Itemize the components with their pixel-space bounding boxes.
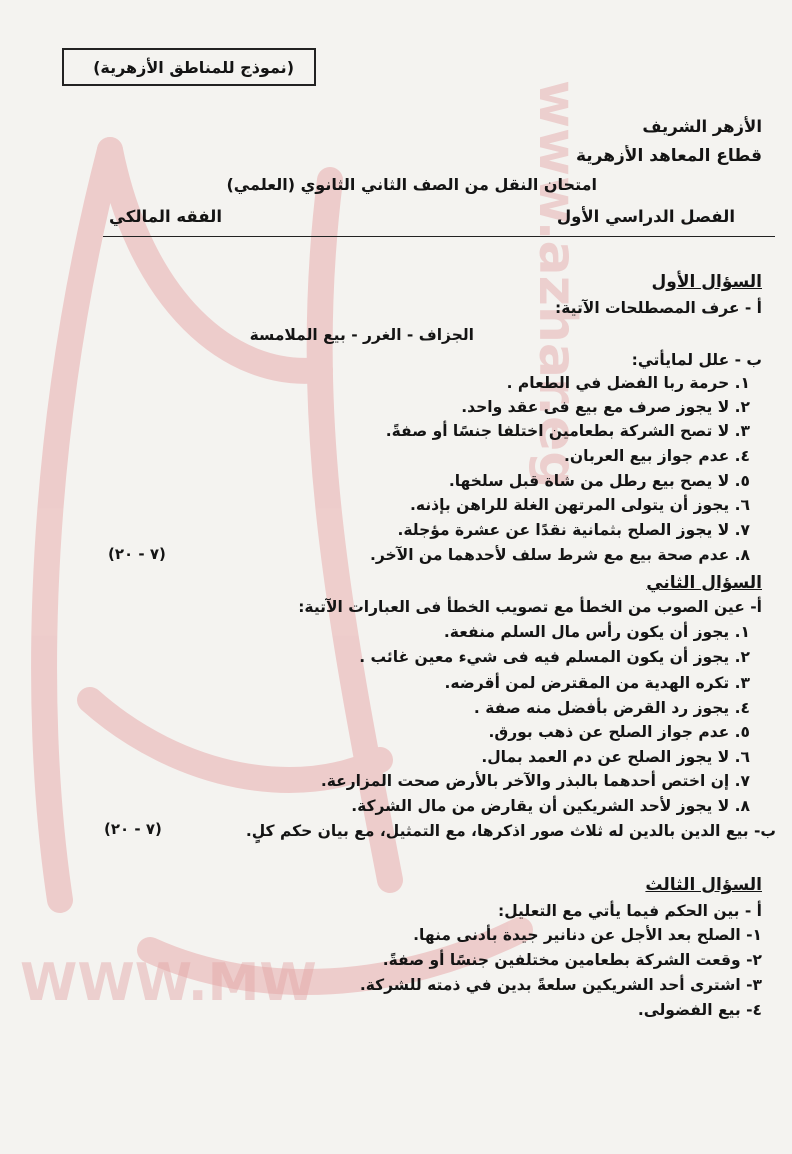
institution-name: الأزهر الشريف xyxy=(642,117,762,136)
model-box-label: (نموذج للمناطق الأزهرية) xyxy=(93,58,294,77)
q1-item: ٥. لا يصح بيع رطل من شاة قبل سلخها. xyxy=(448,472,750,490)
q1-item: ٨. عدم صحة بيع مع شرط سلف لأحدهما من الآخر. xyxy=(369,546,750,564)
q1-item: ٤. عدم جواز بيع العربان. xyxy=(564,447,750,465)
q1-a-prompt: أ - عرف المصطلحات الآتية: xyxy=(555,299,762,317)
q3-item: ٢- وقعت الشركة بطعامين مختلفين جنسًا أو صفةً. xyxy=(382,951,762,969)
q2-item: ٧. إن اختص أحدهما بالبذر والآخر بالأرض صحت المزارعة. xyxy=(320,772,750,790)
sector-name: قطاع المعاهد الأزهرية xyxy=(575,146,762,166)
term-label: الفصل الدراسي الأول xyxy=(556,207,735,226)
subject-label: الفقه المالكي xyxy=(109,207,222,226)
q2-item: ٨. لا يجوز لأحد الشريكين أن يقارض من مال الشركة. xyxy=(351,797,750,815)
q2-score: (٧ - ٢٠) xyxy=(104,820,162,838)
exam-title: امتحان النقل من الصف الثاني الثانوي (العلمي) xyxy=(226,175,597,194)
model-box xyxy=(62,48,316,86)
watermark-stroke xyxy=(44,150,110,900)
watermark-text: WWW.MW xyxy=(20,953,317,1013)
q1-score: (٧ - ٢٠) xyxy=(108,545,166,563)
q3-item: ٤- بيع الفضولى. xyxy=(637,1001,762,1019)
watermark-text: www.azhar.eg xyxy=(527,80,587,489)
q1-a-terms: الجزاف - الغرر - بيع الملامسة xyxy=(249,326,474,344)
q1-item: ٦. يجوز أن يتولى المرتهن الغلة للراهن بإذنه. xyxy=(410,496,750,514)
watermark-stroke xyxy=(90,700,380,780)
q1-item: ٢. لا يجوز صرف مع بيع فى عقد واحد. xyxy=(461,398,750,416)
q2-item: ٤. يجوز رد القرض بأفضل منه صفة . xyxy=(473,699,750,717)
q2-item: ١. يجوز أن يكون رأس مال السلم منفعة. xyxy=(443,623,750,641)
q3-item: ١- الصلح بعد الأجل عن دنانير جيدة بأدنى منها. xyxy=(413,926,762,944)
q3-title: السؤال الثالث xyxy=(645,875,762,895)
q1-item: ٧. لا يجوز الصلح بثمانية نقدًا عن عشرة مؤجلة. xyxy=(397,521,750,539)
q3-item: ٣- اشترى أحد الشريكين سلعةً بدين في ذمته للشركة. xyxy=(359,976,762,994)
q1-item: ٣. لا تصح الشركة بطعامين اختلفا جنسًا أو صفةً. xyxy=(385,422,750,440)
q1-title: السؤال الأول xyxy=(651,272,762,292)
header-divider xyxy=(103,236,775,237)
q2-item: ٦. لا يجوز الصلح عن دم العمد بمال. xyxy=(481,748,750,766)
q2-title: السؤال الثاني xyxy=(646,573,762,593)
q2-item: ٣. تكره الهدية من المقترض لمن أقرضه. xyxy=(444,674,750,692)
q1-b-prompt: ب - علل لمايأتي: xyxy=(631,351,762,369)
q3-a-prompt: أ - بين الحكم فيما يأتي مع التعليل: xyxy=(498,902,762,920)
q2-b-prompt: ب- بيع الدين بالدين له ثلاث صور اذكرها، مع التمثيل، مع بيان حكم كلٍ. xyxy=(245,822,776,840)
q1-item: ١. حرمة ربا الفضل في الطعام . xyxy=(506,374,750,392)
q2-a-prompt: أ- عين الصوب من الخطأ مع تصويب الخطأ فى العبارات الآتية: xyxy=(298,598,762,616)
q2-item: ٢. يجوز أن يكون المسلم فيه فى شيء معين غائب . xyxy=(359,648,750,666)
q2-item: ٥. عدم جواز الصلح عن ذهب بورق. xyxy=(488,723,750,741)
